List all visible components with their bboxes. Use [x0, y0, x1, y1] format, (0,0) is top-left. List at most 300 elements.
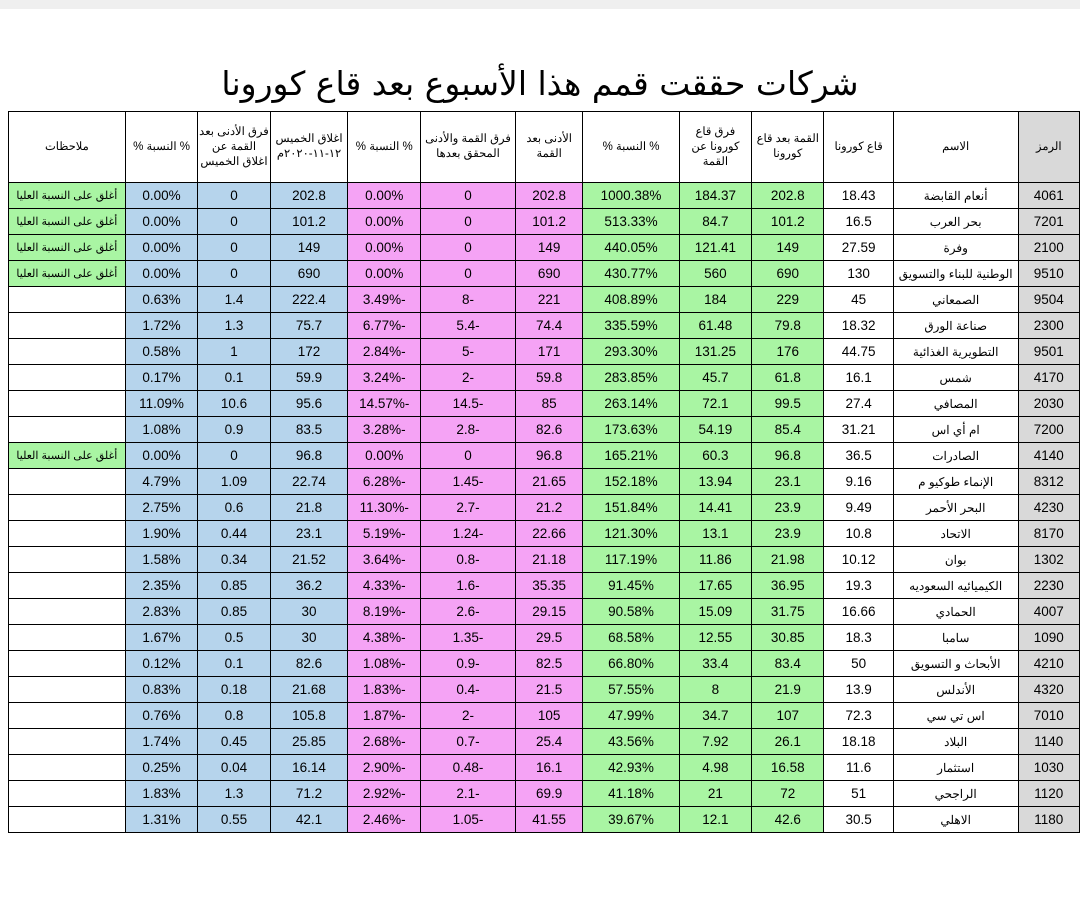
peak-cell: 99.5 — [752, 391, 824, 417]
table-row — [9, 625, 1080, 651]
close-diff-cell: 0 — [198, 183, 270, 209]
close-pct-cell: 0.63% — [125, 287, 198, 313]
low-after-peak-cell: 41.55 — [515, 807, 582, 833]
peak-pct-cell: 513.33% — [583, 209, 679, 235]
name-cell: الأندلس — [893, 677, 1018, 703]
close-diff-cell: 0.85 — [198, 599, 270, 625]
peak-diff-cell: 12.55 — [679, 625, 751, 651]
peak-cell: 85.4 — [752, 417, 824, 443]
peak-diff-cell: 72.1 — [679, 391, 751, 417]
close-cell: 172 — [270, 339, 348, 365]
peak-diff-cell: 61.48 — [679, 313, 751, 339]
peak-pct-cell: 408.89% — [583, 287, 679, 313]
note-cell — [9, 573, 126, 599]
peak-low-diff-cell: -1.05 — [421, 807, 516, 833]
peak-pct-cell: 43.56% — [583, 729, 679, 755]
peak-low-pct-cell: 0.00% — [348, 261, 421, 287]
peak-low-diff-cell: -1.45 — [421, 469, 516, 495]
note-cell — [9, 755, 126, 781]
peak-diff-cell: 184 — [679, 287, 751, 313]
peak-pct-cell: 68.58% — [583, 625, 679, 651]
close-diff-cell: 1.3 — [198, 781, 270, 807]
table-row — [9, 781, 1080, 807]
close-pct-cell: 4.79% — [125, 469, 198, 495]
peak-low-diff-cell: -1.24 — [421, 521, 516, 547]
header-peak-diff: فرق قاع كورونا عن القمة — [679, 112, 751, 183]
close-diff-cell: 10.6 — [198, 391, 270, 417]
name-cell: البحر الأحمر — [893, 495, 1018, 521]
code-cell: 8312 — [1018, 469, 1079, 495]
table-row — [9, 547, 1080, 573]
peak-low-diff-cell: -2 — [421, 365, 516, 391]
note-cell — [9, 495, 126, 521]
peak-cell: 229 — [752, 287, 824, 313]
close-diff-cell: 0.5 — [198, 625, 270, 651]
note-cell — [9, 703, 126, 729]
corona-low-cell: 18.43 — [824, 183, 893, 209]
peak-low-diff-cell: 0 — [421, 235, 516, 261]
low-after-peak-cell: 202.8 — [515, 183, 582, 209]
close-cell: 21.8 — [270, 495, 348, 521]
peak-pct-cell: 263.14% — [583, 391, 679, 417]
low-after-peak-cell: 690 — [515, 261, 582, 287]
close-cell: 30 — [270, 599, 348, 625]
peak-cell: 21.9 — [752, 677, 824, 703]
name-cell: اس تي سي — [893, 703, 1018, 729]
peak-cell: 36.95 — [752, 573, 824, 599]
table-row — [9, 313, 1080, 339]
note-cell — [9, 677, 126, 703]
name-cell: بحر العرب — [893, 209, 1018, 235]
corona-low-cell: 16.1 — [824, 365, 893, 391]
peak-pct-cell: 90.58% — [583, 599, 679, 625]
name-cell: الاهلي — [893, 807, 1018, 833]
name-cell: استثمار — [893, 755, 1018, 781]
peak-pct-cell: 151.84% — [583, 495, 679, 521]
low-after-peak-cell: 69.9 — [515, 781, 582, 807]
table-row — [9, 443, 1080, 469]
code-cell: 8170 — [1018, 521, 1079, 547]
close-pct-cell: 1.83% — [125, 781, 198, 807]
close-diff-cell: 0.1 — [198, 365, 270, 391]
corona-low-cell: 11.6 — [824, 755, 893, 781]
code-cell: 9510 — [1018, 261, 1079, 287]
code-cell: 4140 — [1018, 443, 1079, 469]
name-cell: الحمادي — [893, 599, 1018, 625]
code-cell: 4007 — [1018, 599, 1079, 625]
peak-low-diff-cell: 0 — [421, 209, 516, 235]
peak-diff-cell: 21 — [679, 781, 751, 807]
note-cell: أغلق على النسبة العليا — [9, 261, 126, 287]
table-row — [9, 339, 1080, 365]
close-cell: 21.52 — [270, 547, 348, 573]
close-pct-cell: 0.83% — [125, 677, 198, 703]
name-cell: الإنماء طوكيو م — [893, 469, 1018, 495]
peak-low-diff-cell: -8 — [421, 287, 516, 313]
corona-low-cell: 45 — [824, 287, 893, 313]
close-pct-cell: 0.00% — [125, 443, 198, 469]
corona-low-cell: 10.8 — [824, 521, 893, 547]
table-row — [9, 235, 1080, 261]
low-after-peak-cell: 16.1 — [515, 755, 582, 781]
close-cell: 83.5 — [270, 417, 348, 443]
close-pct-cell: 1.31% — [125, 807, 198, 833]
table-row — [9, 521, 1080, 547]
close-diff-cell: 0.9 — [198, 417, 270, 443]
code-cell: 7201 — [1018, 209, 1079, 235]
peak-low-pct-cell: -2.68% — [348, 729, 421, 755]
header-close: اغلاق الخميس ١٢-١١-٢٠٢٠م — [270, 112, 348, 183]
corona-low-cell: 51 — [824, 781, 893, 807]
low-after-peak-cell: 171 — [515, 339, 582, 365]
table-row — [9, 365, 1080, 391]
peak-low-pct-cell: -6.77% — [348, 313, 421, 339]
low-after-peak-cell: 105 — [515, 703, 582, 729]
peak-cell: 26.1 — [752, 729, 824, 755]
stocks-table — [8, 111, 1080, 833]
close-cell: 202.8 — [270, 183, 348, 209]
low-after-peak-cell: 101.2 — [515, 209, 582, 235]
header-peak-low-pct: % النسبة % — [348, 112, 421, 183]
table-row — [9, 755, 1080, 781]
close-diff-cell: 0.8 — [198, 703, 270, 729]
peak-pct-cell: 283.85% — [583, 365, 679, 391]
name-cell: التطويرية الغذائية — [893, 339, 1018, 365]
peak-low-pct-cell: -14.57% — [348, 391, 421, 417]
note-cell: أغلق على النسبة العليا — [9, 209, 126, 235]
peak-cell: 30.85 — [752, 625, 824, 651]
close-cell: 105.8 — [270, 703, 348, 729]
name-cell: الراجحي — [893, 781, 1018, 807]
peak-cell: 101.2 — [752, 209, 824, 235]
peak-low-diff-cell: 0 — [421, 183, 516, 209]
low-after-peak-cell: 82.6 — [515, 417, 582, 443]
code-cell: 1302 — [1018, 547, 1079, 573]
peak-diff-cell: 7.92 — [679, 729, 751, 755]
peak-diff-cell: 4.98 — [679, 755, 751, 781]
corona-low-cell: 130 — [824, 261, 893, 287]
name-cell: ام أي اس — [893, 417, 1018, 443]
table-row — [9, 599, 1080, 625]
peak-low-diff-cell: -0.9 — [421, 651, 516, 677]
code-cell: 2230 — [1018, 573, 1079, 599]
name-cell: أنعام القابضة — [893, 183, 1018, 209]
corona-low-cell: 16.66 — [824, 599, 893, 625]
peak-diff-cell: 560 — [679, 261, 751, 287]
close-pct-cell: 0.00% — [125, 183, 198, 209]
close-diff-cell: 1 — [198, 339, 270, 365]
peak-cell: 107 — [752, 703, 824, 729]
header-peak-pct: % النسبة % — [583, 112, 679, 183]
low-after-peak-cell: 21.18 — [515, 547, 582, 573]
peak-diff-cell: 121.41 — [679, 235, 751, 261]
peak-diff-cell: 11.86 — [679, 547, 751, 573]
low-after-peak-cell: 21.5 — [515, 677, 582, 703]
note-cell — [9, 599, 126, 625]
peak-low-pct-cell: 0.00% — [348, 443, 421, 469]
table-row — [9, 573, 1080, 599]
code-cell: 1030 — [1018, 755, 1079, 781]
peak-low-diff-cell: -2.8 — [421, 417, 516, 443]
note-cell — [9, 521, 126, 547]
note-cell — [9, 365, 126, 391]
code-cell: 4170 — [1018, 365, 1079, 391]
peak-low-diff-cell: 0 — [421, 443, 516, 469]
code-cell: 2100 — [1018, 235, 1079, 261]
peak-low-pct-cell: 0.00% — [348, 183, 421, 209]
header-close-pct: % النسبة % — [125, 112, 198, 183]
peak-low-pct-cell: -1.87% — [348, 703, 421, 729]
peak-pct-cell: 42.93% — [583, 755, 679, 781]
close-diff-cell: 1.4 — [198, 287, 270, 313]
close-cell: 36.2 — [270, 573, 348, 599]
low-after-peak-cell: 221 — [515, 287, 582, 313]
peak-cell: 202.8 — [752, 183, 824, 209]
peak-pct-cell: 440.05% — [583, 235, 679, 261]
table-row — [9, 209, 1080, 235]
peak-pct-cell: 293.30% — [583, 339, 679, 365]
peak-low-pct-cell: -2.92% — [348, 781, 421, 807]
peak-cell: 21.98 — [752, 547, 824, 573]
close-cell: 690 — [270, 261, 348, 287]
corona-low-cell: 18.18 — [824, 729, 893, 755]
table-row — [9, 651, 1080, 677]
peak-pct-cell: 39.67% — [583, 807, 679, 833]
peak-pct-cell: 1000.38% — [583, 183, 679, 209]
code-cell: 4230 — [1018, 495, 1079, 521]
peak-low-diff-cell: -2.1 — [421, 781, 516, 807]
close-pct-cell: 0.00% — [125, 209, 198, 235]
page-title: شركات حققت قمم هذا الأسبوع بعد قاع كورونا — [221, 64, 859, 103]
close-pct-cell: 0.58% — [125, 339, 198, 365]
peak-cell: 23.9 — [752, 521, 824, 547]
note-cell — [9, 469, 126, 495]
header-peak-low-diff: فرق القمة والأدنى المحقق بعدها — [421, 112, 516, 183]
low-after-peak-cell: 21.65 — [515, 469, 582, 495]
peak-diff-cell: 184.37 — [679, 183, 751, 209]
peak-low-pct-cell: -3.24% — [348, 365, 421, 391]
table-row — [9, 417, 1080, 443]
peak-pct-cell: 57.55% — [583, 677, 679, 703]
code-cell: 7200 — [1018, 417, 1079, 443]
close-cell: 71.2 — [270, 781, 348, 807]
peak-pct-cell: 66.80% — [583, 651, 679, 677]
close-pct-cell: 1.67% — [125, 625, 198, 651]
note-cell — [9, 417, 126, 443]
close-diff-cell: 0.6 — [198, 495, 270, 521]
close-pct-cell: 0.00% — [125, 261, 198, 287]
peak-pct-cell: 430.77% — [583, 261, 679, 287]
name-cell: المصافي — [893, 391, 1018, 417]
peak-pct-cell: 41.18% — [583, 781, 679, 807]
peak-low-diff-cell: -0.4 — [421, 677, 516, 703]
peak-low-diff-cell: -2 — [421, 703, 516, 729]
name-cell: سامبا — [893, 625, 1018, 651]
close-pct-cell: 1.58% — [125, 547, 198, 573]
peak-pct-cell: 165.21% — [583, 443, 679, 469]
low-after-peak-cell: 82.5 — [515, 651, 582, 677]
code-cell: 4061 — [1018, 183, 1079, 209]
low-after-peak-cell: 85 — [515, 391, 582, 417]
close-cell: 75.7 — [270, 313, 348, 339]
close-cell: 82.6 — [270, 651, 348, 677]
low-after-peak-cell: 96.8 — [515, 443, 582, 469]
peak-low-pct-cell: -3.64% — [348, 547, 421, 573]
peak-diff-cell: 12.1 — [679, 807, 751, 833]
table-row — [9, 703, 1080, 729]
name-cell: الصادرات — [893, 443, 1018, 469]
peak-low-diff-cell: -0.8 — [421, 547, 516, 573]
peak-diff-cell: 15.09 — [679, 599, 751, 625]
peak-low-pct-cell: -8.19% — [348, 599, 421, 625]
table-row — [9, 469, 1080, 495]
peak-cell: 690 — [752, 261, 824, 287]
close-diff-cell: 0.85 — [198, 573, 270, 599]
close-diff-cell: 1.3 — [198, 313, 270, 339]
close-pct-cell: 0.76% — [125, 703, 198, 729]
corona-low-cell: 9.49 — [824, 495, 893, 521]
corona-low-cell: 72.3 — [824, 703, 893, 729]
peak-low-diff-cell: -2.7 — [421, 495, 516, 521]
peak-diff-cell: 33.4 — [679, 651, 751, 677]
close-cell: 222.4 — [270, 287, 348, 313]
low-after-peak-cell: 35.35 — [515, 573, 582, 599]
note-cell: أغلق على النسبة العليا — [9, 443, 126, 469]
name-cell: الوطنية للبناء والتسويق — [893, 261, 1018, 287]
peak-cell: 16.58 — [752, 755, 824, 781]
name-cell: صناعة الورق — [893, 313, 1018, 339]
table-row — [9, 287, 1080, 313]
low-after-peak-cell: 21.2 — [515, 495, 582, 521]
close-diff-cell: 0.04 — [198, 755, 270, 781]
peak-low-pct-cell: -1.83% — [348, 677, 421, 703]
corona-low-cell: 36.5 — [824, 443, 893, 469]
peak-diff-cell: 14.41 — [679, 495, 751, 521]
header-code: الرمز — [1018, 112, 1079, 183]
peak-pct-cell: 117.19% — [583, 547, 679, 573]
close-pct-cell: 0.25% — [125, 755, 198, 781]
table-row — [9, 677, 1080, 703]
code-cell: 4320 — [1018, 677, 1079, 703]
name-cell: الصمعاني — [893, 287, 1018, 313]
close-pct-cell: 2.83% — [125, 599, 198, 625]
peak-pct-cell: 335.59% — [583, 313, 679, 339]
peak-low-pct-cell: -11.30% — [348, 495, 421, 521]
low-after-peak-cell: 74.4 — [515, 313, 582, 339]
close-diff-cell: 0 — [198, 235, 270, 261]
peak-low-pct-cell: -2.46% — [348, 807, 421, 833]
close-pct-cell: 0.12% — [125, 651, 198, 677]
low-after-peak-cell: 29.15 — [515, 599, 582, 625]
peak-cell: 96.8 — [752, 443, 824, 469]
close-cell: 96.8 — [270, 443, 348, 469]
low-after-peak-cell: 25.4 — [515, 729, 582, 755]
corona-low-cell: 27.59 — [824, 235, 893, 261]
close-pct-cell: 2.75% — [125, 495, 198, 521]
peak-diff-cell: 54.19 — [679, 417, 751, 443]
table-row — [9, 261, 1080, 287]
table-row — [9, 807, 1080, 833]
table-row — [9, 183, 1080, 209]
header-row — [9, 112, 1080, 183]
close-pct-cell: 11.09% — [125, 391, 198, 417]
peak-diff-cell: 34.7 — [679, 703, 751, 729]
header-peak: القمة بعد قاع كورونا — [752, 112, 824, 183]
close-cell: 25.85 — [270, 729, 348, 755]
note-cell: أغلق على النسبة العليا — [9, 235, 126, 261]
peak-diff-cell: 45.7 — [679, 365, 751, 391]
close-cell: 16.14 — [270, 755, 348, 781]
code-cell: 4210 — [1018, 651, 1079, 677]
peak-low-pct-cell: -3.49% — [348, 287, 421, 313]
peak-pct-cell: 91.45% — [583, 573, 679, 599]
close-diff-cell: 0.34 — [198, 547, 270, 573]
corona-low-cell: 10.12 — [824, 547, 893, 573]
close-cell: 59.9 — [270, 365, 348, 391]
note-cell — [9, 807, 126, 833]
peak-cell: 79.8 — [752, 313, 824, 339]
code-cell: 9501 — [1018, 339, 1079, 365]
name-cell: شمس — [893, 365, 1018, 391]
peak-low-diff-cell: -14.5 — [421, 391, 516, 417]
peak-low-pct-cell: -5.19% — [348, 521, 421, 547]
peak-low-pct-cell: 0.00% — [348, 235, 421, 261]
header-close-diff: فرق الأدنى بعد القمة عن اغلاق الخميس — [198, 112, 270, 183]
close-cell: 23.1 — [270, 521, 348, 547]
close-pct-cell: 2.35% — [125, 573, 198, 599]
peak-low-pct-cell: -3.28% — [348, 417, 421, 443]
close-cell: 149 — [270, 235, 348, 261]
peak-pct-cell: 173.63% — [583, 417, 679, 443]
close-cell: 95.6 — [270, 391, 348, 417]
peak-low-diff-cell: -2.6 — [421, 599, 516, 625]
note-cell — [9, 625, 126, 651]
name-cell: بوان — [893, 547, 1018, 573]
code-cell: 7010 — [1018, 703, 1079, 729]
peak-diff-cell: 13.94 — [679, 469, 751, 495]
low-after-peak-cell: 149 — [515, 235, 582, 261]
note-cell — [9, 651, 126, 677]
table-row — [9, 391, 1080, 417]
close-cell: 42.1 — [270, 807, 348, 833]
note-cell — [9, 729, 126, 755]
peak-diff-cell: 13.1 — [679, 521, 751, 547]
close-pct-cell: 0.17% — [125, 365, 198, 391]
note-cell: أغلق على النسبة العليا — [9, 183, 126, 209]
code-cell: 2030 — [1018, 391, 1079, 417]
close-pct-cell: 0.00% — [125, 235, 198, 261]
note-cell — [9, 391, 126, 417]
close-diff-cell: 1.09 — [198, 469, 270, 495]
close-diff-cell: 0.45 — [198, 729, 270, 755]
peak-low-diff-cell: -5.4 — [421, 313, 516, 339]
peak-cell: 176 — [752, 339, 824, 365]
corona-low-cell: 19.3 — [824, 573, 893, 599]
corona-low-cell: 9.16 — [824, 469, 893, 495]
peak-cell: 83.4 — [752, 651, 824, 677]
close-pct-cell: 1.74% — [125, 729, 198, 755]
corona-low-cell: 31.21 — [824, 417, 893, 443]
peak-pct-cell: 121.30% — [583, 521, 679, 547]
corona-low-cell: 16.5 — [824, 209, 893, 235]
name-cell: وفرة — [893, 235, 1018, 261]
code-cell: 2300 — [1018, 313, 1079, 339]
top-bar — [0, 0, 1080, 9]
corona-low-cell: 50 — [824, 651, 893, 677]
low-after-peak-cell: 59.8 — [515, 365, 582, 391]
peak-diff-cell: 131.25 — [679, 339, 751, 365]
code-cell: 1180 — [1018, 807, 1079, 833]
